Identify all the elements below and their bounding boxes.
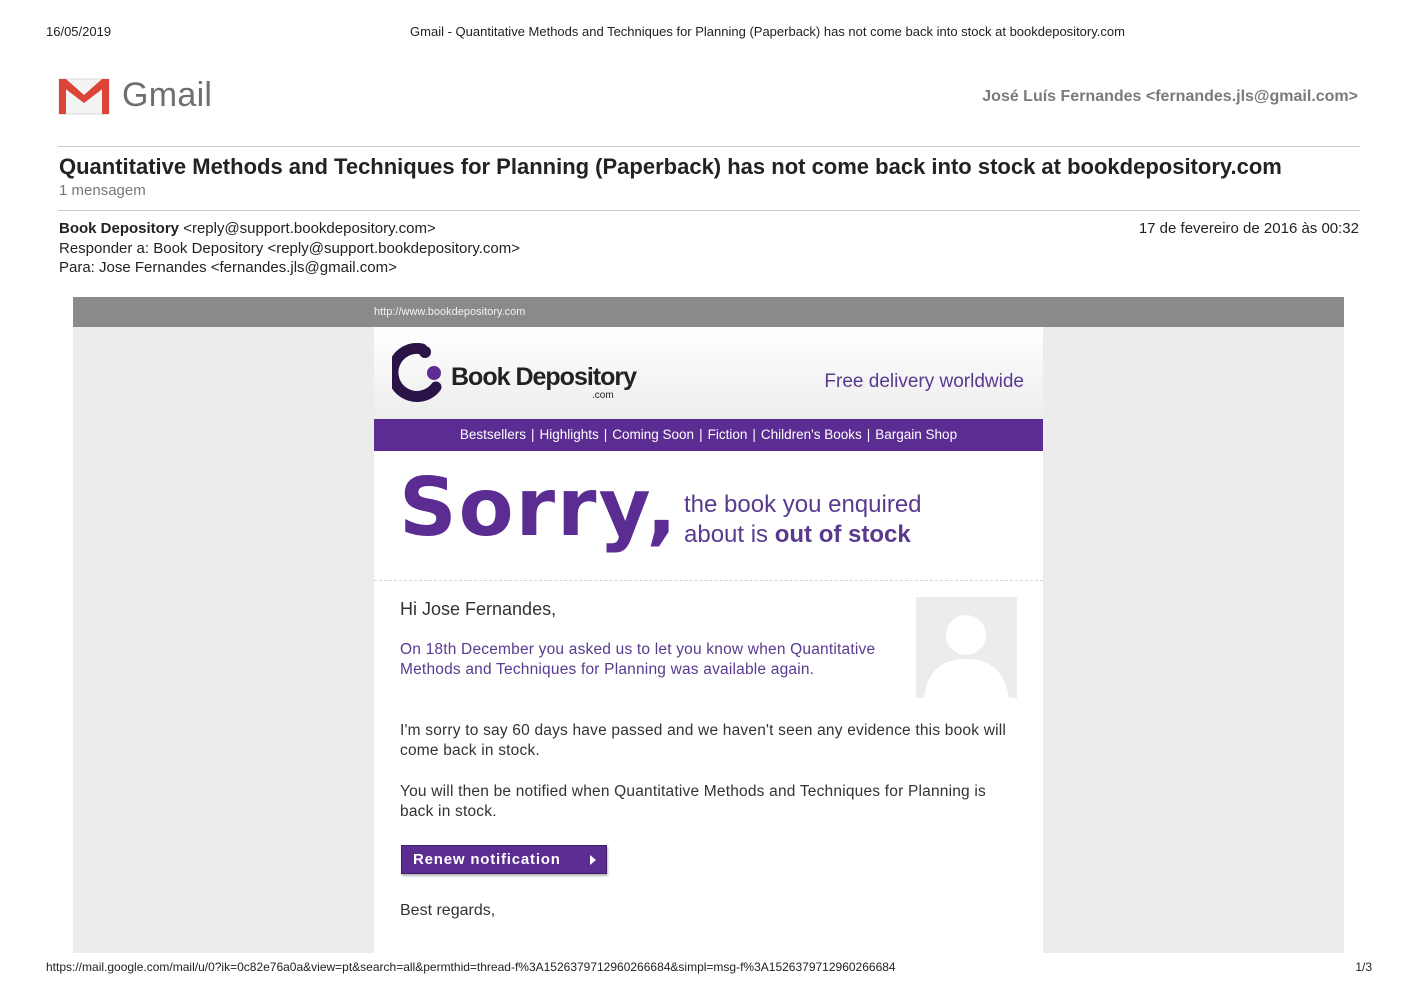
reply-to-line: Responder a: Book Depository <reply@support.bookdepository.com>: [59, 240, 521, 257]
section-divider: [374, 580, 1043, 581]
book-depository-logo-icon[interactable]: [392, 343, 446, 407]
book-depository-name[interactable]: Book Depository: [451, 363, 637, 391]
renew-notification-button[interactable]: [401, 845, 607, 874]
nav-separator: |: [699, 427, 703, 442]
nav-link-bestsellers[interactable]: Bestsellers: [459, 427, 526, 442]
sent-date: 17 de fevereiro de 2016 às 00:32: [1138, 220, 1359, 237]
nav-separator: |: [752, 427, 756, 442]
account-email: José Luís Fernandes <fernandes.jls@gmail.com>: [982, 88, 1358, 105]
out-of-stock-prefix: about is: [684, 521, 775, 548]
sender-name: Book Depository: [59, 220, 180, 237]
email-subject: Quantitative Methods and Techniques for Planning (Paperback) has not come back into stock at bookdepository.com: [59, 154, 1282, 179]
arrow-right-icon: [590, 855, 596, 865]
nav-separator: |: [866, 427, 871, 442]
subject-divider: [58, 210, 1360, 211]
renew-notification-label: Renew notification: [413, 851, 561, 868]
gmail-wordmark: Gmail: [122, 76, 213, 114]
nav-link-childrens-books[interactable]: Children's Books: [760, 427, 862, 442]
email-body-frame: [73, 297, 1344, 953]
email-top-bar: [73, 297, 1344, 327]
message-count: 1 mensagem: [59, 182, 146, 199]
sender-line: [59, 220, 436, 237]
book-depository-suffix: .com: [592, 390, 614, 401]
site-link[interactable]: http://www.bookdepository.com: [374, 306, 526, 318]
nav-separator: |: [603, 427, 608, 442]
page-number: 1/3: [1355, 960, 1372, 974]
notification-request-text: On 18th December you asked us to let you know when Quantitative Methods and Techniques for Planning was available again.: [400, 641, 876, 678]
out-of-stock-line-2: [684, 521, 911, 549]
renew-explanation-text: You will then be notified when Quantitative Methods and Techniques for Planning is back in stock.: [400, 783, 986, 820]
greeting: Hi Jose Fernandes,: [400, 599, 557, 619]
nav-link-fiction[interactable]: Fiction: [707, 427, 748, 442]
sender-email: <reply@support.bookdepository.com>: [183, 220, 436, 237]
out-of-stock-emphasis: out of stock: [774, 521, 911, 548]
free-delivery-tagline[interactable]: Free delivery worldwide: [824, 371, 1024, 392]
sign-off: Best regards,: [400, 902, 496, 919]
category-nav: [374, 419, 1043, 451]
apology-text: I'm sorry to say 60 days have passed and we haven't seen any evidence this book will come back in stock.: [400, 722, 1007, 759]
sorry-headline: Sorry,: [399, 461, 679, 554]
print-footer-url: https://mail.google.com/mail/u/0?ik=0c82e76a0a&view=pt&search=all&permthid=thread-f%3A1526379712960266684&simpl=msg-f%3A1526379712960266684: [46, 960, 896, 974]
nav-separator: |: [530, 427, 535, 442]
gmail-logo-icon: [58, 76, 110, 116]
print-page-title: Gmail - Quantitative Methods and Techniques for Planning (Paperback) has not come back into stock at bookdepository.com: [410, 24, 1125, 39]
nav-link-highlights[interactable]: Highlights: [539, 427, 599, 442]
print-date: 16/05/2019: [46, 24, 112, 39]
book-depository-header: [374, 327, 1043, 419]
recipient-line: Para: Jose Fernandes <fernandes.jls@gmail.com>: [59, 259, 397, 276]
out-of-stock-line-1: the book you enquired: [684, 491, 922, 518]
user-silhouette-icon: [916, 597, 1017, 698]
nav-link-coming-soon[interactable]: Coming Soon: [612, 427, 695, 442]
email-card: [374, 327, 1043, 953]
header-divider: [58, 146, 1360, 147]
nav-link-bargain-shop[interactable]: Bargain Shop: [875, 427, 958, 442]
